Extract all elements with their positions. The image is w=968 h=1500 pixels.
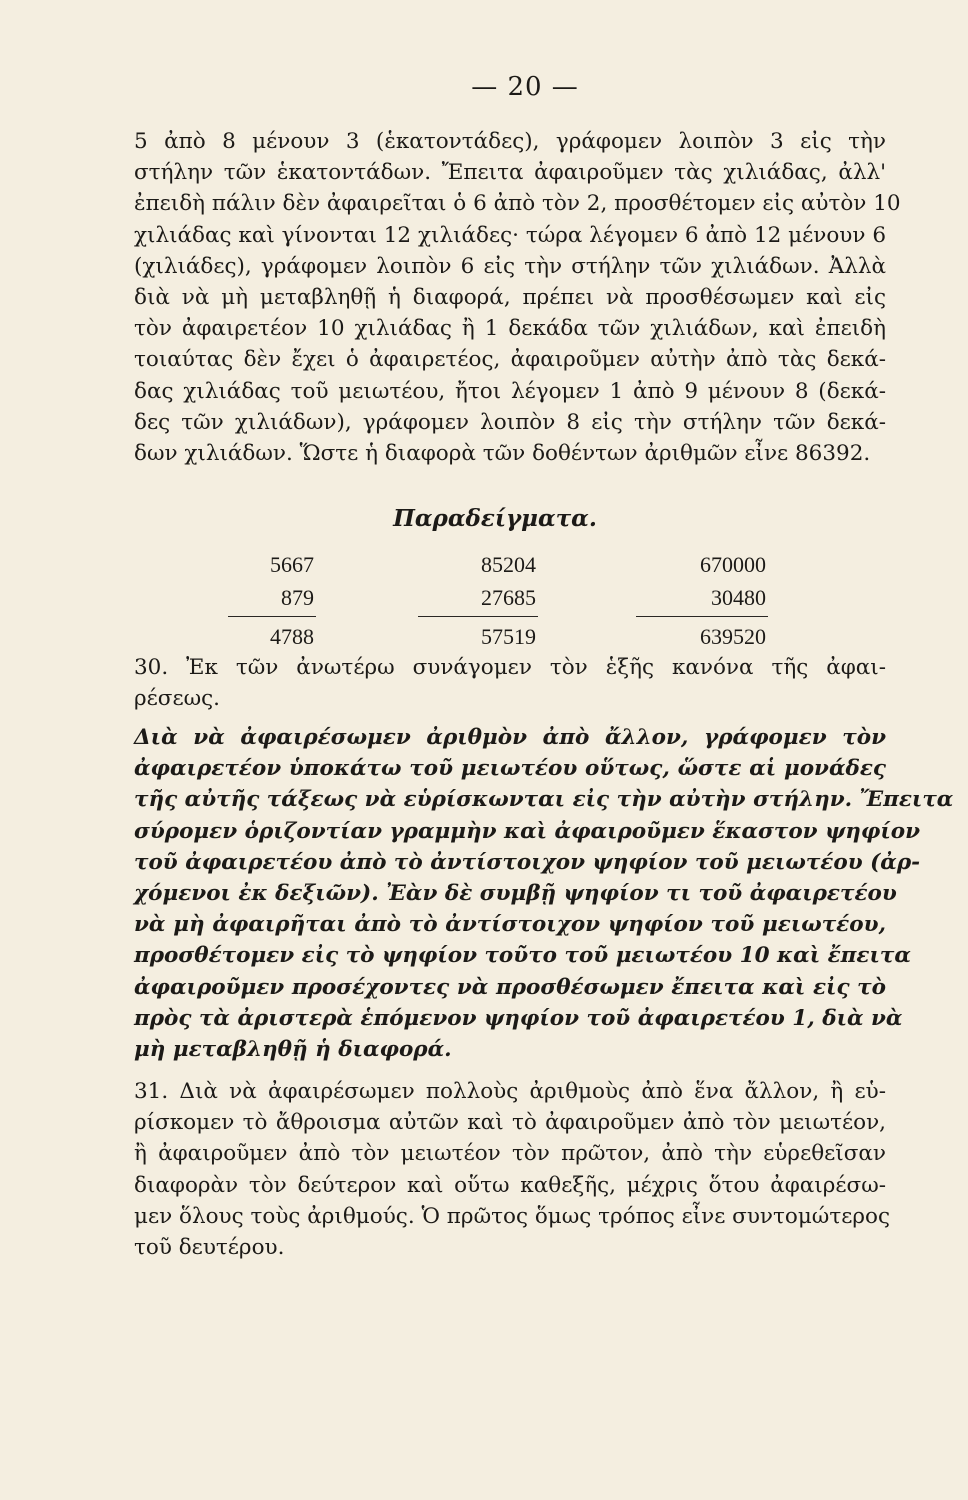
text-line: μὴ μεταβληθῇ ἡ διαφορά. [134, 1037, 452, 1063]
text-line: 5 ἀπὸ 8 μένουν 3 (ἑκατοντάδες), γράφομεν λοιπὸν 3 εἰς τὴν [134, 129, 886, 154]
text-line: μεν ὅλους τοὺς ἀριθμούς. Ὁ πρῶτος ὅμως τρόπος εἶνε συντομώτερος [134, 1203, 890, 1229]
continued-paragraph [134, 126, 901, 469]
text-line: τοιαύτας δὲν ἔχει ὁ ἀφαιρετέος, ἀφαιροῦμεν αὐτὴν ἀπὸ τὰς δεκά- [134, 347, 886, 373]
page-number: — 20 — [471, 72, 579, 102]
subtrahend: 27685 [481, 585, 536, 610]
subtrahend: 879 [281, 585, 314, 610]
minuend: 5667 [270, 552, 314, 577]
text-line: ἐπειδὴ πάλιν δὲν ἀφαιρεῖται ὁ 6 ἀπὸ τὸν 2, προσθέτομεν εἰς αὐτὸν 10 [134, 191, 901, 217]
text-line: τῆς αὐτῆς τάξεως νὰ εὑρίσκωνται εἰς τὴν αὐτὴν στήλην. Ἔπειτα [134, 787, 954, 813]
text-line: νὰ μὴ ἀφαιρῆται ἀπὸ τὸ ἀντίστοιχον ψηφίον τοῦ μειωτέου, [134, 912, 886, 938]
difference: 4788 [270, 624, 314, 649]
text-line: ἀφαιροῦμεν προσέχοντες νὰ προσθέσωμεν ἔπειτα καὶ εἰς τὸ [134, 974, 886, 1000]
text-line: σύρομεν ὁριζοντίαν γραμμὴν καὶ ἀφαιροῦμεν ἕκαστον ψηφίον [134, 818, 921, 844]
subtraction-example [636, 548, 768, 653]
text-line: χιλιάδας καὶ γίνονται 12 χιλιάδες· τώρα λέγομεν 6 ἀπὸ 12 μένουν 6 [134, 222, 886, 248]
text-line: πρὸς τὰ ἀριστερὰ ἑπόμενον ψηφίον τοῦ ἀφαιρετέου 1, διὰ νὰ [134, 1005, 903, 1031]
subtraction-example [228, 548, 316, 653]
subtraction-example [418, 548, 538, 653]
text-line: (χιλιάδες), γράφομεν λοιπὸν 6 εἰς τὴν στήλην τῶν χιλιάδων. Ἀλλὰ [134, 253, 886, 279]
difference: 639520 [700, 624, 766, 649]
examples-heading: Παραδείγματα. [393, 505, 597, 532]
text-line: 31. Διὰ νὰ ἀφαιρέσωμεν πολλοὺς ἀριθμοὺς ἀπὸ ἕνα ἄλλον, ἢ εὑ- [134, 1079, 886, 1104]
text-line: διὰ νὰ μὴ μεταβληθῇ ἡ διαφορά, πρέπει νὰ προσθέσωμεν καὶ εἰς [134, 285, 886, 311]
text-line: Διὰ νὰ ἀφαιρέσωμεν ἀριθμὸν ἀπὸ ἄλλον, γράφομεν τὸν [134, 725, 886, 750]
text-line: τοῦ ἀφαιρετέου ἀπὸ τὸ ἀντίστοιχον ψηφίον τοῦ μειωτέου (ἀρ- [134, 849, 921, 875]
text-line: δων χιλιάδων. Ὥστε ἡ διαφορὰ τῶν δοθέντων ἀριθμῶν εἶνε 86392. [134, 441, 871, 467]
minuend: 670000 [700, 552, 766, 577]
paragraph-30 [134, 652, 886, 714]
sum-line [228, 616, 316, 617]
text-line: 30. Ἐκ τῶν ἀνωτέρω συνάγομεν τὸν ἑξῆς κανόνα τῆς ἀφαι- [134, 655, 886, 680]
difference: 57519 [481, 624, 536, 649]
subtraction-rule [134, 722, 954, 1065]
text-line: στήλην τῶν ἑκατοντάδων. Ἔπειτα ἀφαιροῦμεν τὰς χιλιάδας, ἀλλ' [134, 160, 886, 186]
text-line: προσθέτομεν εἰς τὸ ψηφίον τοῦτο τοῦ μειωτέου 10 καὶ ἔπειτα [134, 943, 911, 969]
text-line: τοῦ δευτέρου. [134, 1235, 285, 1261]
text-line: χόμενοι ἐκ δεξιῶν). Ἐὰν δὲ συμβῇ ψηφίον τι τοῦ ἀφαιρετέου [134, 881, 897, 907]
text-line: δας χιλιάδας τοῦ μειωτέου, ἤτοι λέγομεν 1 ἀπὸ 9 μένουν 8 (δεκά- [134, 378, 886, 404]
sum-line [636, 616, 768, 617]
text-line: δες τῶν χιλιάδων), γράφομεν λοιπὸν 8 εἰς τὴν στήλην τῶν δεκά- [134, 409, 886, 435]
subtrahend: 30480 [711, 585, 766, 610]
minuend: 85204 [481, 552, 536, 577]
sum-line [418, 616, 538, 617]
text-line: τὸν ἀφαιρετέον 10 χιλιάδας ἢ 1 δεκάδα τῶν χιλιάδων, καὶ ἐπειδὴ [134, 316, 886, 342]
text-line: διαφορὰν τὸν δεύτερον καὶ οὕτω καθεξῆς, μέχρις ὅτου ἀφαιρέσω- [134, 1172, 886, 1198]
paragraph-31 [134, 1076, 890, 1263]
text-line: ἢ ἀφαιροῦμεν ἀπὸ τὸν μειωτέον τὸν πρῶτον, ἀπὸ τὴν εὑρεθεῖσαν [134, 1141, 886, 1167]
text-line: ρίσκομεν τὸ ἄθροισμα αὐτῶν καὶ τὸ ἀφαιροῦμεν ἀπὸ τὸν μειωτέον, [134, 1110, 886, 1136]
text-line: ρέσεως. [134, 686, 220, 712]
text-line: ἀφαιρετέον ὑποκάτω τοῦ μειωτέου οὕτως, ὥστε αἱ μονάδες [134, 756, 886, 782]
